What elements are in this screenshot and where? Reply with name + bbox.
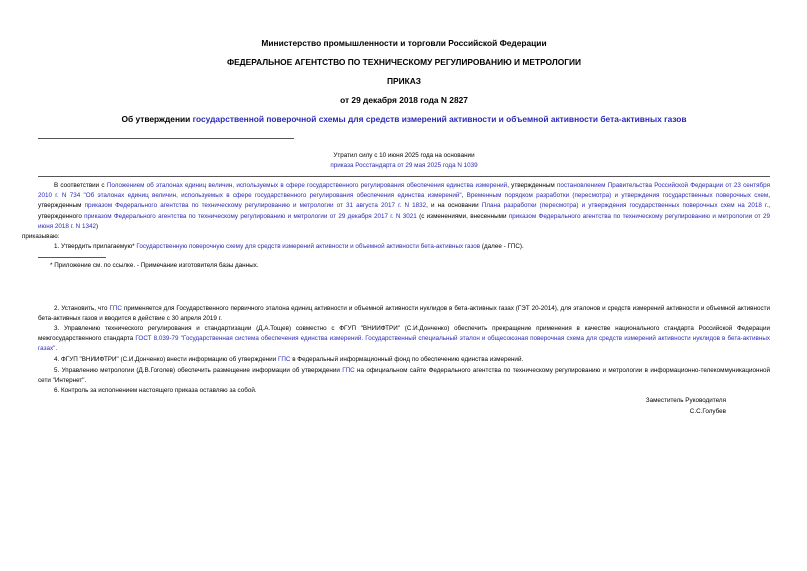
- intro-link-prikaz-1832[interactable]: приказом Федерального агентства по техническому регулированию и метрологии от 31 августа 2017 г. N 1832: [84, 202, 427, 210]
- validity-order-link[interactable]: приказа Росстандарта от 29 мая 2025 года N 1039: [330, 162, 478, 169]
- intro-link-prikaz-1342[interactable]: приказом Федерального агентства по техническому регулированию и метрологии от 29 июня 2018 г. N 1342: [38, 212, 771, 230]
- ministry-heading: Министерство промышленности и торговли Российской Федерации: [261, 38, 547, 48]
- intro-link-prikaz-3021[interactable]: приказом Федерального агентства по техническому регулированию и метрологии от 29 декабря 2017 г. N 3021: [84, 212, 417, 220]
- validity-line-2: [38, 161, 770, 171]
- signature-name: С.С.Голубев: [689, 407, 726, 415]
- item3-gost-link[interactable]: ГОСТ 8.039-79 "Государственная система обеспечения единства измерений. Государственный специальный эталон и общесоюзная поверочная схема для средств измерений активности нуклидов в бета-активных газах": [38, 335, 770, 353]
- signature-block: [646, 396, 726, 417]
- item-2: [38, 304, 770, 324]
- signature-position: Заместитель Руководителя: [645, 397, 726, 404]
- agency-heading: ФЕДЕРАЛЬНОЕ АГЕНТСТВО ПО ТЕХНИЧЕСКОМУ РЕГУЛИРОВАНИЮ И МЕТРОЛОГИИ: [226, 57, 582, 67]
- intro-link-plan[interactable]: Плана разработки (пересмотра) и утверждения государственных поверочных схем на 2018 г.: [481, 202, 769, 210]
- item4-text-1: 4. ФГУП "ВНИИФТРИ" (С.И.Донченко) внести информацию об утверждении: [54, 356, 278, 363]
- footnote-divider: [38, 257, 106, 258]
- intro-link-postanovlenie[interactable]: постановлением Правительства Российской Федерации от 23 сентября 2010 г. N 734 "Об эталонах единиц величин, используемых в сфере государственного регулирования обеспечения единства измерений": [38, 182, 770, 200]
- item2-text-1: 2. Установить, что: [54, 305, 110, 312]
- item3-text-2: .: [55, 345, 58, 353]
- intro-text-7: (с изменениями, внесенными: [416, 212, 509, 220]
- divider-main: [38, 176, 770, 177]
- item2-text-2: применяется для Государственного первичного эталона единиц активности и объемной активности нуклидов в бета-активных газах (ГЭТ 20-2014), для эталонов и средств измерений активности и объемной активности бета-активных газов и вводится в действие с 30 апреля 2019 г.: [38, 305, 770, 323]
- intro-text-4: , утвержденным: [38, 192, 770, 210]
- item1-gps-link[interactable]: Государственную поверочную схему для средств измерений активности и объемной активности бета-активных газов: [136, 243, 481, 250]
- intro-text-1: В соответствии с: [54, 182, 107, 189]
- intro-text-3: ,: [461, 192, 467, 200]
- intro-text-6: , утвержденного: [38, 202, 771, 220]
- divider-top: [38, 138, 294, 139]
- item3-text-1: 3. Управлению технического регулирования и стандартизации (Д.А.Тощев) совместно с ФГУП "ВНИИФТРИ" (С.И.Донченко) обеспечить прекращение применения в качестве национального стандарта Российской Федерации межгосударственного стандарта: [38, 325, 770, 343]
- item-6: 6. Контроль за исполнением настоящего приказа оставляю за собой.: [54, 387, 257, 394]
- intro-link-poryadok[interactable]: Временным порядком разработки (пересмотра) и утверждения государственных поверочных схем: [466, 192, 769, 200]
- intro-text-2: , утвержденным: [507, 182, 557, 189]
- item-4: [38, 355, 770, 365]
- prikazyvayu-label: приказываю:: [22, 233, 60, 241]
- title-link[interactable]: государственной поверочной схемы для средств измерений активности и объемной активности бета-активных газов: [192, 114, 687, 124]
- intro-paragraph: [22, 181, 771, 242]
- validity-line-1: Утратил силу с 10 июня 2025 года на основании: [333, 152, 475, 159]
- item-3: [38, 324, 770, 355]
- item5-text-1: 5. Управлению метрологии (Д.В.Гоголев) обеспечить размещение информации об утверждении: [54, 367, 343, 374]
- item4-gps-link[interactable]: ГПС: [277, 356, 291, 363]
- intro-link-polozhenie[interactable]: Положением об эталонах единиц величин, используемых в сфере государственного регулирования обеспечения единства измерений: [106, 182, 508, 189]
- item-1: [38, 242, 770, 252]
- item2-gps-link[interactable]: ГПС: [109, 305, 122, 312]
- item5-gps-link[interactable]: ГПС: [342, 367, 355, 374]
- item1-text-1: 1. Утвердить прилагаемую*: [54, 243, 137, 250]
- doc-title: [38, 114, 770, 124]
- item-5: [38, 366, 770, 386]
- doc-type-heading: ПРИКАЗ: [386, 76, 422, 86]
- item4-text-2: в Федеральный информационный фонд по обеспечению единства измерений.: [290, 356, 524, 363]
- item1-text-2: (далее - ГПС).: [480, 243, 524, 250]
- intro-text-8: ): [95, 222, 99, 230]
- title-prefix: Об утверждении: [121, 114, 193, 124]
- intro-text-5: , и на основании: [426, 202, 482, 210]
- item5-text-2: на официальном сайте Федерального агентства по техническому регулированию и метрологии в информационно-телекоммуникационной сети "Интернет".: [38, 367, 771, 385]
- footnote: * Приложение см. по ссылке. - Примечание изготовителя базы данных.: [50, 262, 259, 269]
- doc-date: от 29 декабря 2018 года N 2827: [340, 95, 468, 105]
